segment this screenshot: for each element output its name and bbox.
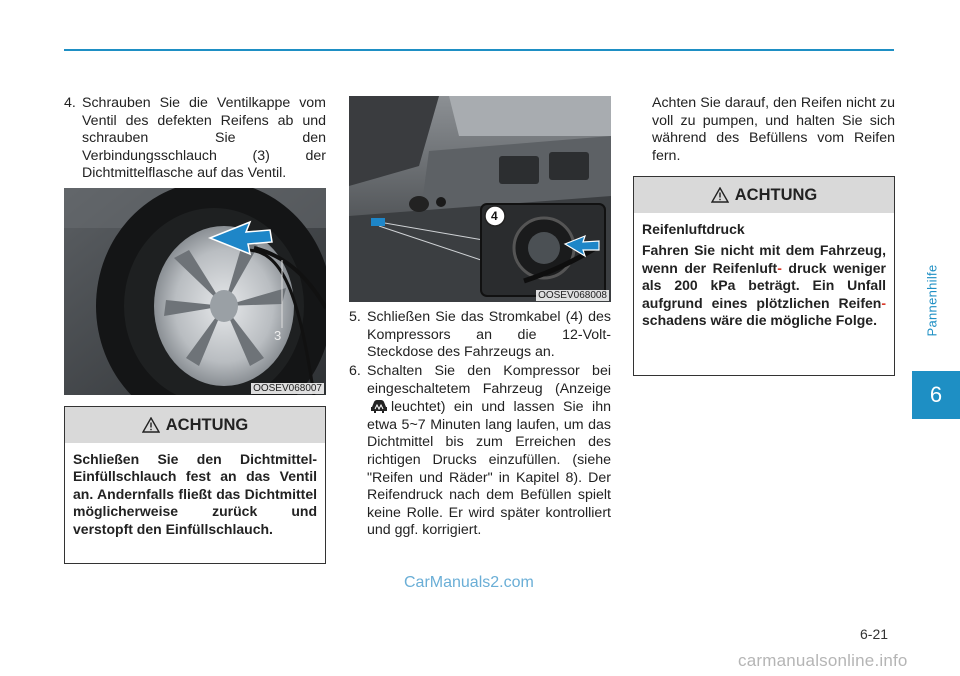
intro-paragraph: Achten Sie darauf, den Reifen nicht zu voll zu pumpen, und halten Sie sich während des Befüllens vom Reifen fern. xyxy=(652,95,895,164)
step-6 xyxy=(349,363,611,540)
callout-4: 4 xyxy=(491,209,498,223)
warning-triangle-icon xyxy=(142,417,160,433)
step-5-text: Schließen Sie das Stromkabel (4) des Kompressors an die 12-Volt-Steckdose des Fahrzeugs an. xyxy=(367,309,611,361)
figure-code: OOSEV068008 xyxy=(538,290,607,301)
header-rule xyxy=(64,49,894,51)
site-watermark: carmanualsonline.info xyxy=(738,651,908,670)
step-4-text: Schrauben Sie die Ventilkappe vom Ventil des defekten Reifens ab und schrauben Sie den Verbindungsschlauch (3) der Dichtmittelflasche auf das Ventil. xyxy=(82,95,326,182)
warning-header xyxy=(634,177,894,213)
step-5 xyxy=(349,309,611,362)
section-title-text: Pannenhilfe xyxy=(924,264,940,336)
step-6-text-b: leuchtet) ein und lassen Sie ihn etwa 5~7 Minuten lang laufen, um das Dichtmittel bis zum Erreichen des richtigen Drucks einzufüllen. (siehe "Reifen und Räder" in Kapitel 8). Der Reifendruck nach dem Befüllen spielt keine Rolle. Er wird später kontrolliert und ggf. korrigiert. xyxy=(367,399,611,539)
warning-triangle-icon xyxy=(711,187,729,203)
chapter-tab: 6 xyxy=(912,371,960,419)
warning-text-c: schadens wäre die mögliche Folge. xyxy=(642,312,877,329)
figure-power-socket xyxy=(349,96,611,302)
step-5-number: 5. xyxy=(349,309,361,325)
step-4 xyxy=(64,95,326,183)
warning-text-b: druck weniger als 200 kPa beträgt. Ein Unfall aufgrund eines plötzlichen Reifen xyxy=(642,259,886,311)
warning-subtitle: Reifenluftdruck xyxy=(642,221,745,237)
warning-box-sealant xyxy=(64,406,326,564)
warning-content xyxy=(634,213,894,337)
page-number: 6-21 xyxy=(860,626,889,642)
watermark-link[interactable]: CarManuals2.com xyxy=(404,574,534,591)
warning-text xyxy=(642,242,886,329)
warning-text: Schließen Sie den Dichtmittel-Einfüllschlauch fest an das Ventil an. Andernfalls fließt das Dichtmittel möglicherweise zurück und verstopft den Einfüllschlauch. xyxy=(73,451,317,537)
callout-3: 3 xyxy=(274,328,282,343)
step-4-number: 4. xyxy=(64,95,76,111)
tire-valve-illustration xyxy=(64,188,326,395)
section-title xyxy=(918,245,946,355)
warning-text-a: Fahren Sie nicht mit dem Fahrzeug, wenn der Reifenluft xyxy=(642,242,886,276)
figure-tire-valve xyxy=(64,188,326,395)
vehicle-ready-indicator-icon xyxy=(369,398,389,414)
warning-title: ACHTUNG xyxy=(165,415,249,434)
hyphen-mark: - xyxy=(881,294,886,311)
warning-title: ACHTUNG xyxy=(734,185,818,204)
warning-header xyxy=(65,407,325,443)
step-6-number: 6. xyxy=(349,363,361,379)
step-6-text-a: Schalten Sie den Kompressor bei eingeschaltetem Fahrzeug (Anzeige xyxy=(367,363,611,397)
power-socket-illustration xyxy=(349,96,611,302)
figure-code: OOSEV068007 xyxy=(253,383,322,394)
hyphen-mark: - xyxy=(777,259,782,276)
warning-box-tire-pressure xyxy=(633,176,895,376)
step-6-text xyxy=(367,363,611,540)
